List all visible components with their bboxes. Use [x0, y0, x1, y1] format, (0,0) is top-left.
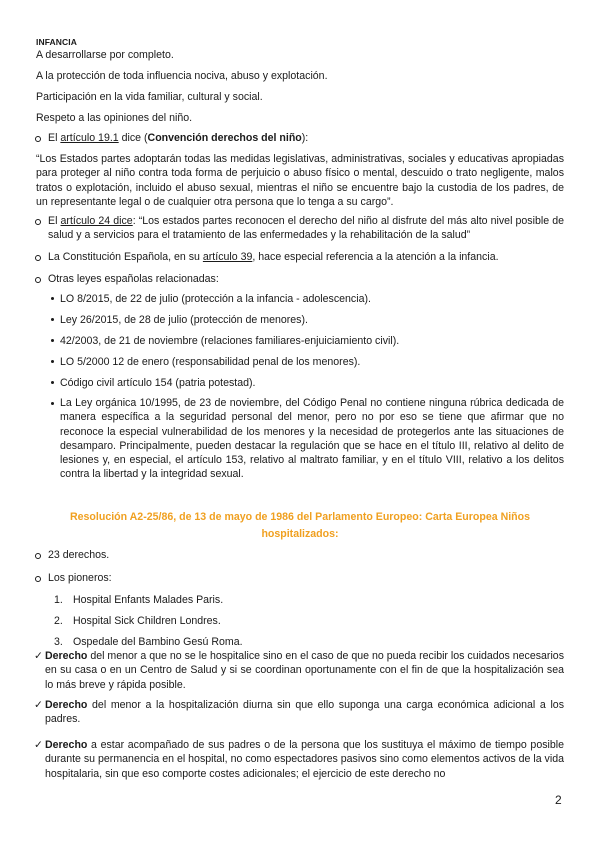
section-heading: INFANCIA	[36, 37, 77, 47]
checkmark-icon: ✓	[34, 739, 43, 751]
bullet-dot-icon	[51, 297, 54, 300]
pioneer-item: Hospital Sick Children Londres.	[73, 615, 221, 627]
checkmark-icon: ✓	[34, 650, 43, 662]
bullet-dot-icon	[51, 318, 54, 321]
circle-bullet-icon	[35, 255, 41, 261]
rights-count: 23 derechos.	[48, 549, 110, 561]
circle-bullet-icon	[35, 219, 41, 225]
circle-bullet-icon	[35, 277, 41, 283]
article-19-line: El artículo 19.1 dice (Convención derechos del niño):	[48, 132, 309, 144]
quote-article-19: “Los Estados partes adoptarán todas las medidas legislativas, administrativas, sociales y educativas apropiadas para proteger al niño contra toda forma de perjuicio o abuso físico o mental, descuido o trato negligente, malos tratos o explotación, incluido el abuso sexual, mientras el niño se encuentre bajo la custodia de los padres, de un representante legal o de cualquier otra persona que lo tenga a su cargo”.	[36, 153, 564, 208]
pioneers-title: Los pioneros:	[48, 572, 112, 584]
law-item: LO 8/2015, de 22 de julio (protección a la infancia - adolescencia).	[60, 293, 371, 305]
circle-bullet-icon	[35, 553, 41, 559]
checkmark-icon: ✓	[34, 699, 43, 711]
bullet-dot-icon	[51, 339, 54, 342]
law-item: Ley 26/2015, de 28 de julio (protección de menores).	[60, 314, 308, 326]
pioneer-number: 1.	[54, 594, 63, 606]
resolution-title: Resolución A2-25/86, de 13 de mayo de 1986 del Parlamento Europeo: Carta Europea Niños hospitalizados:	[70, 511, 530, 540]
right-line: Participación en la vida familiar, cultural y social.	[36, 91, 263, 103]
derecho-paragraph: Derecho del menor a la hospitalización diurna sin que ello suponga una carga económica adicional a los padres.	[45, 699, 564, 726]
circle-bullet-icon	[35, 576, 41, 582]
law-item: Código civil artículo 154 (patria potestad).	[60, 377, 256, 389]
bullet-dot-icon	[51, 402, 54, 405]
pioneer-item: Hospital Enfants Malades Paris.	[73, 594, 224, 606]
circle-bullet-icon	[35, 136, 41, 142]
page-number: 2	[555, 793, 562, 807]
pioneer-number: 3.	[54, 636, 63, 648]
article-39-link[interactable]: artículo 39	[202, 251, 253, 263]
right-line: A desarrollarse por completo.	[36, 49, 174, 61]
law-item: LO 5/2000 12 de enero (responsabilidad penal de los menores).	[60, 356, 361, 368]
derecho-paragraph: Derecho a estar acompañado de sus padres o de la persona que los sustituya el máximo de tiempo posible durante su permanencia en el hospital, no como espectadores pasivos sino como elementos activos de la vida hospitalaria, sin que eso comporte costes adicionales; el ejercicio de este derecho no	[45, 739, 564, 780]
law-item-long: La Ley orgánica 10/1995, de 23 de noviembre, del Código Penal no contiene ninguna rúbrica dedicada de manera específica a la seguridad personal del menor, pero no por eso se tiene que afirmar que no reconoce la especial vulnerabilidad de los menores y la necesidad de protegerlos ante las situaciones de desamparo. Principalmente, pueden destacar la regulación que se hace en el título III, relativo al delito de lesiones y, en especial, el artículo 153, relativo al maltrato familiar, y en el título VIII, relativo a los delitos contra la libertad y la integridad sexual.	[60, 397, 564, 481]
right-line: A la protección de toda influencia nociva, abuso y explotación.	[36, 70, 328, 82]
bullet-dot-icon	[51, 381, 54, 384]
right-line: Respeto a las opiniones del niño.	[36, 112, 193, 124]
pioneer-number: 2.	[54, 615, 63, 627]
other-laws-title: Otras leyes españolas relacionadas:	[48, 273, 219, 285]
bullet-dot-icon	[51, 360, 54, 363]
derecho-paragraph: Derecho del menor a que no se le hospitalice sino en el caso de que no pueda recibir los cuidados necesarios en su casa o en un Centro de Salud y si se coordinan oportunamente con el fin de que la hospitalización sea lo más breve y rápida posible.	[45, 650, 564, 691]
article-24-paragraph: El artículo 24 dice: “Los estados partes reconocen el derecho del niño al disfrute del más alto nivel posible de salud y a servicios para el tratamiento de las enfermedades y la rehabilitación de la salud”	[48, 215, 564, 242]
constitution-line: La Constitución Española, en su artículo 39, hace especial referencia a la atención a la infancia.	[48, 251, 499, 263]
pioneer-item: Ospedale del Bambino Gesú Roma.	[73, 636, 243, 648]
article-24-link[interactable]: artículo 24 dice	[60, 215, 133, 227]
article-19-link[interactable]: artículo 19.1	[60, 132, 119, 144]
law-item: 42/2003, de 21 de noviembre (relaciones familiares-enjuiciamiento civil).	[60, 335, 400, 347]
